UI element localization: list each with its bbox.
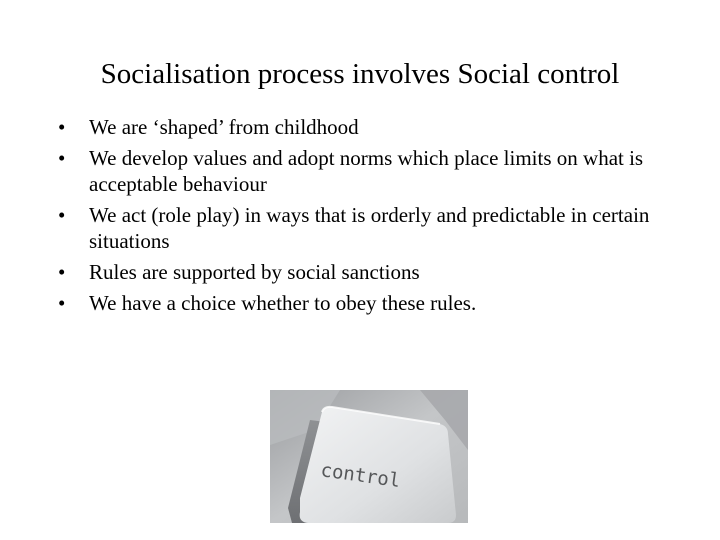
bullet-item-shaped [58, 114, 678, 140]
bullet-icon: • [58, 203, 66, 227]
bullet-list [58, 114, 678, 321]
bullet-text: Rules are supported by social sanctions [89, 260, 420, 284]
control-key-photo [270, 390, 468, 523]
bullet-icon: • [58, 291, 66, 315]
bullet-text: We act (role play) in ways that is orderly and predictable in certain situations [89, 203, 650, 253]
bullet-icon: • [58, 146, 66, 170]
bullet-icon: • [58, 115, 66, 139]
bullet-item-values-norms [58, 145, 678, 197]
bullet-item-role-play [58, 202, 678, 254]
bullet-icon: • [58, 260, 66, 284]
bullet-text: We develop values and adopt norms which place limits on what is acceptable behaviour [89, 146, 644, 196]
bullet-text: We are ‘shaped’ from childhood [89, 115, 359, 139]
bullet-item-choice [58, 290, 678, 316]
slide-title: Socialisation process involves Social control [100, 58, 620, 90]
bullet-item-sanctions [58, 259, 678, 285]
control-key-illustration [270, 390, 468, 523]
bullet-text: We have a choice whether to obey these rules. [89, 291, 477, 315]
key-label: control [319, 459, 402, 493]
